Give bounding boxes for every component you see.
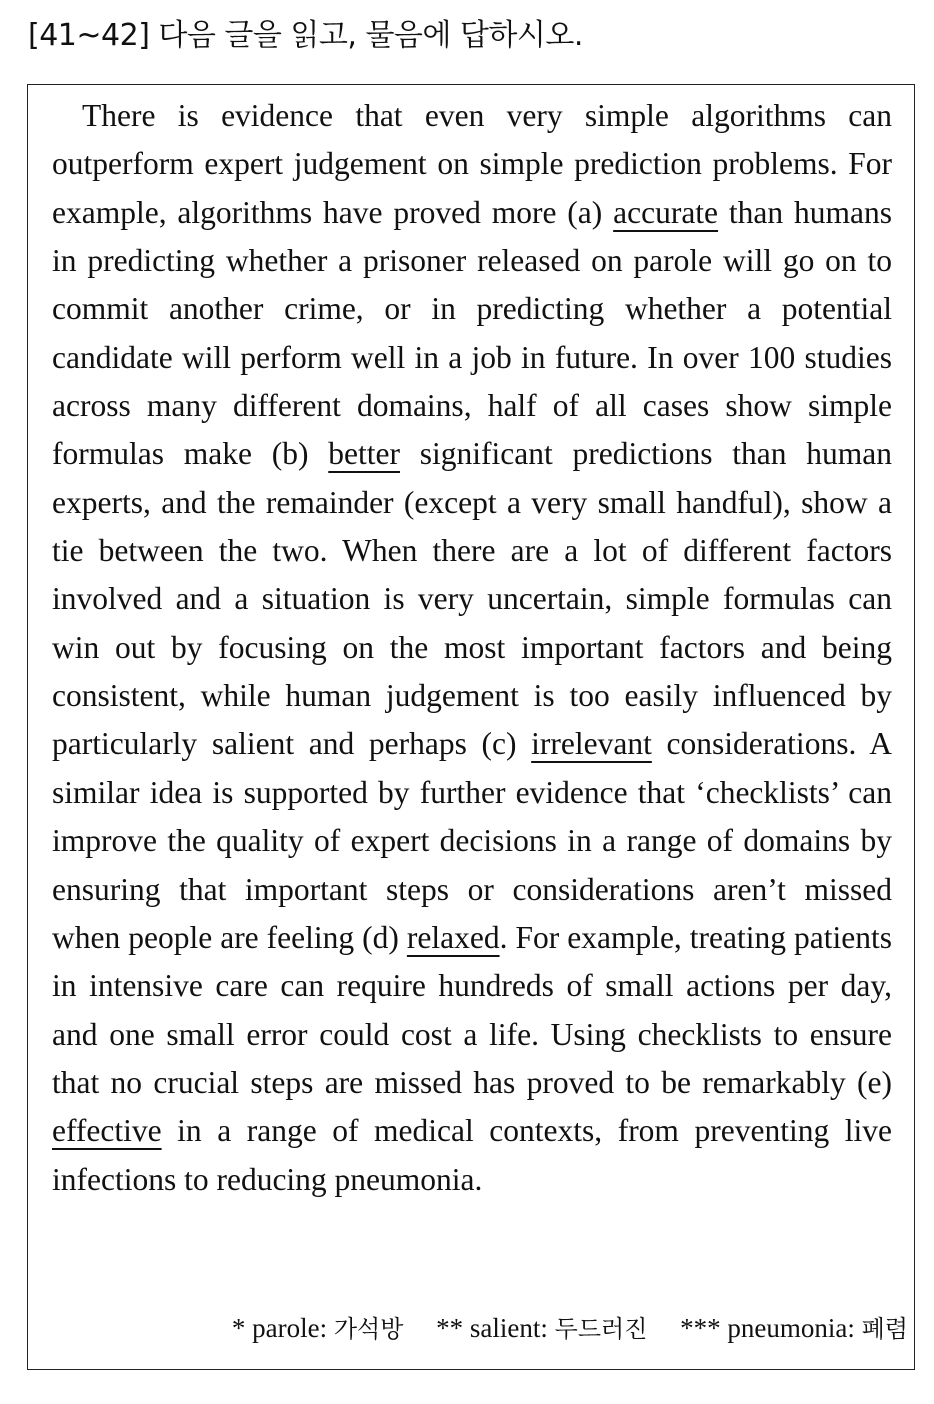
- glossary-term: salient:: [469, 1313, 548, 1343]
- passage-segment: in a range of medical contexts, from preventing live infections to reducing pneumonia.: [52, 1113, 892, 1197]
- marker-e: (e): [857, 1064, 892, 1100]
- passage-segment: than humans in predicting whether a prisoner released on parole will go on to commit another crime, or in predicting whether a potential candidate will perform well in a job in future. In over 100 studies across many different domains, half of all cases show simple formulas make: [52, 194, 893, 472]
- underlined-word-a: accurate: [613, 194, 719, 230]
- marker-a: (a): [567, 194, 603, 230]
- underlined-word-b: better: [328, 436, 400, 472]
- underlined-word-d: relaxed: [406, 919, 500, 955]
- glossary: [206, 1306, 908, 1351]
- marker-b: (b): [271, 436, 309, 472]
- marker-d: (d): [362, 919, 399, 955]
- passage-segment: considerations. A similar idea is supported by further evidence that ‘checklists’ can improve the quality of expert decisions in a range of domains by ensuring that important steps or considerations aren’t missed when people are feeling: [52, 726, 892, 955]
- passage-segment: significant predictions than human experts, and the remainder (except a very small handful), show a tie between the two. When there are a lot of different factors involved and a situation is very uncertain, simple formulas can win out by focusing on the most important factors and being consistent, while human judgement is too easily influenced by particularly salient and perhaps: [52, 436, 892, 762]
- glossary-term: parole:: [252, 1313, 328, 1343]
- glossary-item-pneumonia: [680, 1313, 908, 1343]
- marker-c: (c): [481, 726, 517, 762]
- glossary-mark: **: [436, 1313, 464, 1343]
- underlined-word-c: irrelevant: [531, 726, 652, 762]
- glossary-mark: ***: [680, 1313, 721, 1343]
- glossary-item-salient: [436, 1313, 647, 1343]
- glossary-mark: *: [231, 1313, 246, 1343]
- glossary-term: pneumonia:: [727, 1313, 855, 1343]
- underlined-word-e: effective: [52, 1113, 162, 1149]
- question-instruction: [41~42] 다음 글을 읽고, 물음에 답하시오.: [28, 18, 583, 53]
- glossary-meaning: 두드러진: [554, 1315, 648, 1343]
- glossary-meaning: 폐렴: [861, 1315, 908, 1343]
- passage-segment: . For example, treating patients in intensive care can require hundreds of small actions per day, and one small error could cost a life. Using checklists to ensure that no crucial steps are missed has proved to be remarkably: [52, 919, 893, 1100]
- passage-segment: There is evidence that even very simple algorithms can outperform expert judgement on simple prediction problems. For example, algorithms have proved more: [52, 98, 892, 230]
- passage-text: [52, 92, 892, 1204]
- glossary-meaning: 가석방: [333, 1315, 404, 1343]
- glossary-item-parole: [232, 1313, 404, 1343]
